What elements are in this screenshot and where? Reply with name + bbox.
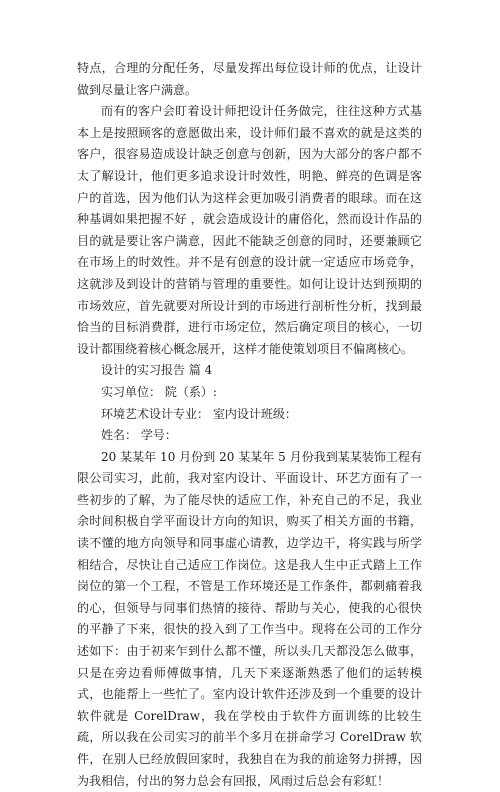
name-id-line: 姓名： 学号： (101, 428, 177, 443)
paragraph-continuation: 特点，合理的分配任务，尽量发挥出每位设计师的优点，让设计做到尽量让客户满意。 (77, 61, 422, 97)
internship-unit-line: 实习单位： 院（系）: (101, 384, 217, 399)
paragraph-client-design: 而有的客户会盯着设计师把设计任务做完，往往这种方式基本上是按照顾客的意愿做出来，设计师们最不喜欢的就是这类的客户，很容易造成设计缺乏创意与创新，因为大部分的客户都不太了解设计，他们更多追求设计时效性，明艳、鲜亮的色调是客户的首选，因为他们认为这样会更加吸引消费者的眼球。而在这种基调如果把握不好 ，就会造成设计的庸俗化，然而设计作品的目的就是要让客户满意，因此不能缺乏创意的同时，还要兼顾它在市场上的时效性。并不是有创意的设计就一定适应市场竞争，这就涉及到设计的营销与管理的重要性。如何让设计达到预期的市场效应，首先就要对所设计到的市场进行剖析性分析，找到最恰当的目标消费群，进行市场定位，然后确定项目的核心，一切设计都围绕着核心概念展开，这样才能使策划项目不偏离核心。 (77, 104, 422, 356)
internship-paragraph: 20 某某年 10 月份到 20 某某年 5 月份我到某某装饰工程有限公司实习，此前，我对室内设计、平面设计、环艺方面有了一些初步的了解，为了能尽快的适应工作，补充自己的不足，我业余时间积极自学平面设计方向的知识，购买了相关方面的书籍，读不懂的地方向领导和同事虚心请教，边学边干，将实践与所学相结合，尽快让自己适应工作岗位。这是我人生中正式踏上工作岗位的第一个工程，不管是工作环境还是工作条件，都刺痛着我的心，但领导与同事们热情的接待、帮助与关心，使我的心很快的平静了下来，很快的投入到了工作当中。现将在公司的工作分述如下：由于初来乍到什么都不懂，所以头几天都没怎么做事，只是在旁边看师傅做事情，几天下来逐渐熟悉了他们的运转模式，也能帮上一些忙了。室内设计软件还涉及到一个重要的设计软件就是 CorelDraw，我在学校由于软件方面训练的比较生疏，所以我在公司实习的前半个多月在拼命学习 CorelDraw 软件，在别人已经放假回家时，我独自在为我的前途努力拼搏，因为我相信，付出的努力总会有回报，风雨过后总会有彩虹！ (77, 449, 422, 788)
major-class-line: 环境艺术设计专业： 室内设计班级： (101, 406, 297, 421)
section-heading: 设计的实习报告 篇 4 (101, 363, 213, 378)
